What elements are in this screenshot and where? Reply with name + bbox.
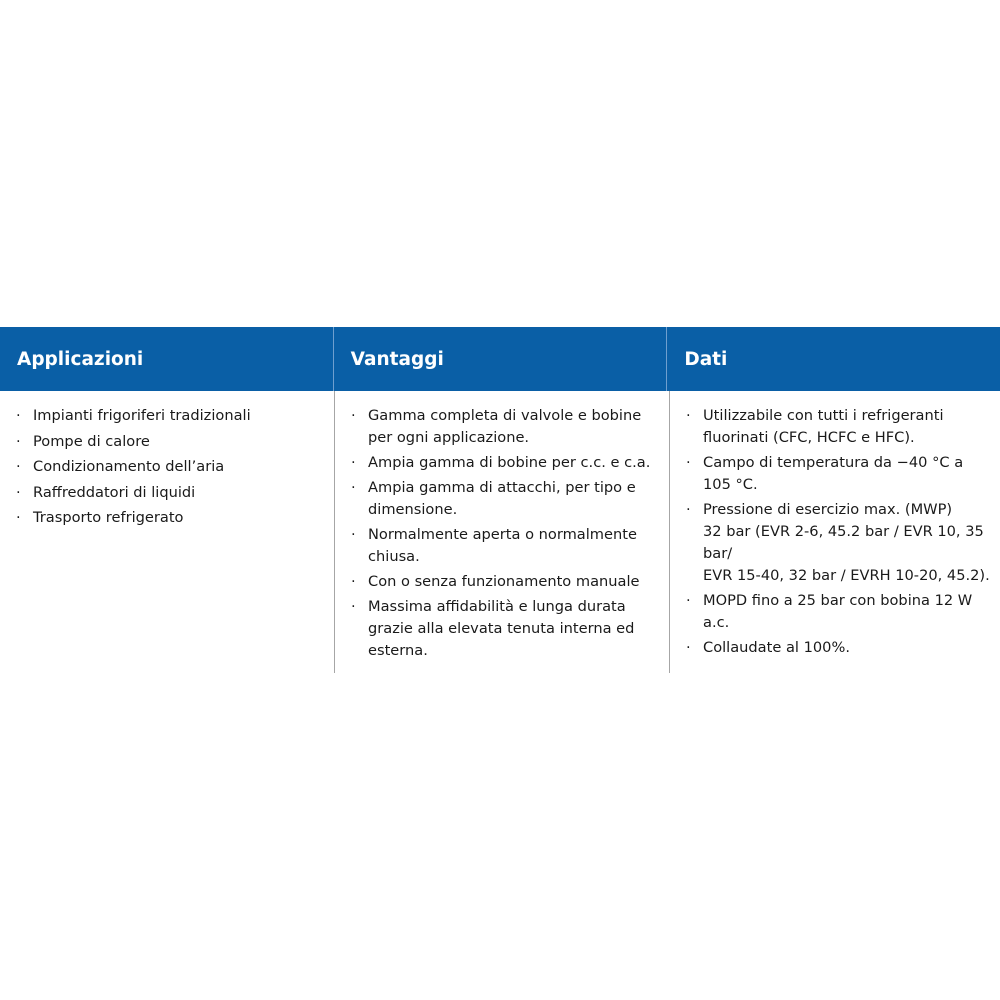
bullet-icon: · [351,573,356,590]
list-item-text: Gamma completa di valvole e bobine per ogni applicazione. [368,407,642,446]
bullet-icon: · [351,454,356,471]
list-item [16,431,330,453]
dati-column [670,391,1000,673]
list-item [686,452,1000,496]
list-item [351,452,665,474]
bullet-icon: · [686,592,691,609]
vantaggi-list [351,405,665,662]
list-item [686,499,1000,587]
list-item-text: Campo di temperatura da −40 °C a 105 °C. [703,454,964,493]
bullet-icon: · [686,501,691,518]
list-item-text: Utilizzabile con tutti i refrigeranti fluorinati (CFC, HCFC e HFC). [703,407,944,446]
bullet-icon: · [686,639,691,656]
bullet-icon: · [351,526,356,543]
bullet-icon: · [351,598,356,615]
bullet-icon: · [16,458,21,475]
bullet-icon: · [16,509,21,526]
list-item-text: Impianti frigoriferi tradizionali [33,407,251,424]
bullet-icon: · [686,454,691,471]
vantaggi-column [335,391,670,673]
applicazioni-list [16,405,330,529]
applicazioni-column [0,391,335,673]
header-vantaggi: Vantaggi [334,327,668,391]
list-item [16,507,330,529]
dati-list [686,405,1000,659]
table-header-row [0,327,1000,391]
list-item-text: Trasporto refrigerato [33,509,184,526]
bullet-icon: · [351,407,356,424]
list-item-text: Collaudate al 100%. [703,639,850,656]
list-item-text: Pressione di esercizio max. (MWP) 32 bar (EVR 2-6, 45.2 bar / EVR 10, 35 bar/ EVR 15-40, 32 bar / EVRH 10-20, 45.2). [703,501,990,584]
list-item [351,571,665,593]
bullet-icon: · [16,407,21,424]
list-item [686,405,1000,449]
list-item [351,477,665,521]
list-item [16,405,330,427]
bullet-icon: · [16,432,21,450]
list-item-text: Con o senza funzionamento manuale [368,573,640,590]
list-item [686,590,1000,634]
list-item [686,637,1000,659]
bullet-icon: · [351,479,356,496]
list-item [16,456,330,478]
list-item-text: Condizionamento dell’aria [33,458,225,475]
bullet-icon: · [686,407,691,424]
list-item-text: Raffreddatori di liquidi [33,483,196,501]
list-item-text: Massima affidabilità e lunga durata grazie alla elevata tenuta interna ed esterna. [368,598,635,659]
list-item-text: MOPD fino a 25 bar con bobina 12 W a.c. [703,592,973,631]
list-item-text: Normalmente aperta o normalmente chiusa. [368,526,637,565]
list-item [16,482,330,504]
feature-table [0,327,1000,673]
list-item [351,596,665,662]
list-item-text: Pompe di calore [33,432,150,450]
list-item [351,524,665,568]
list-item-text: Ampia gamma di bobine per c.c. e c.a. [368,454,651,471]
table-body-row [0,391,1000,673]
bullet-icon: · [16,483,21,501]
list-item [351,405,665,449]
list-item-text: Ampia gamma di attacchi, per tipo e dimensione. [368,479,636,518]
header-dati: Dati [684,348,728,370]
header-applicazioni: Applicazioni [0,327,334,391]
